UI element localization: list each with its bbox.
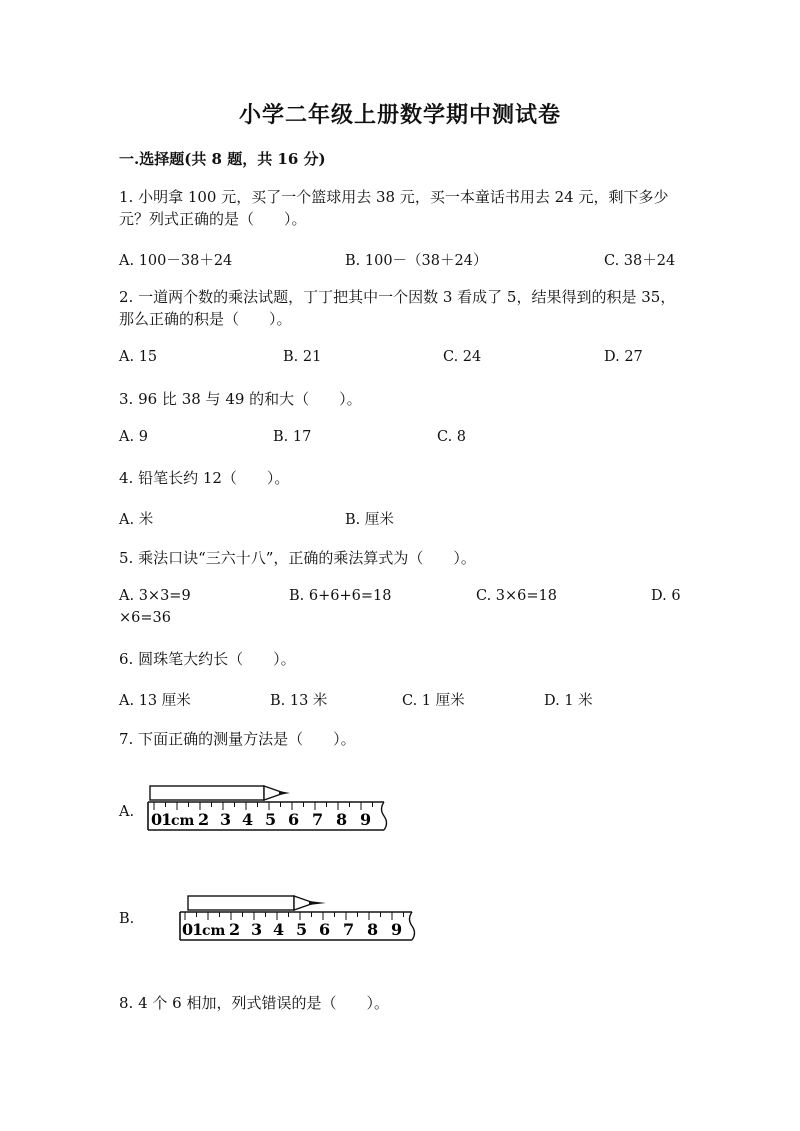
ruler-b-label: 6: [319, 920, 331, 939]
q2-option-d: D. 27: [604, 349, 643, 365]
q1-option-a: A. 100－38＋24: [119, 253, 233, 269]
q4-option-b: B. 厘米: [345, 512, 394, 528]
question-2: 2. 一道两个数的乘法试题，丁丁把其中一个因数 3 看成了 5，结果得到的积是 35，那么正确的积是（ ）。: [119, 288, 676, 328]
question-5: 5. 乘法口诀“三六十八”，正确的乘法算式为（ ）。: [119, 549, 476, 567]
ruler-a-label: 2: [198, 810, 210, 829]
ruler-a-label: 8: [336, 810, 348, 829]
q1-option-b: B. 100－（38＋24）: [345, 253, 488, 269]
ruler-a-label: 1: [161, 810, 173, 829]
section-heading: 一.选择题(共 8 题，共 16 分): [119, 150, 326, 168]
ruler-figure-a: [140, 780, 400, 835]
ruler-b-label: 5: [296, 920, 308, 939]
q1-option-c: C. 38＋24: [604, 253, 676, 269]
ruler-b-label: 0: [182, 920, 194, 939]
question-1: 1. 小明拿 100 元，买了一个篮球用去 38 元，买一本童话书用去 24 元，剩下多少元？列式正确的是（ ）。: [119, 188, 669, 228]
q5-option-d-wrap: ×6=36: [119, 610, 171, 626]
ruler-b-label: 1: [192, 920, 204, 939]
q3-option-b: B. 17: [273, 429, 312, 445]
q2-option-c: C. 24: [443, 349, 482, 365]
ruler-b-label: 9: [391, 920, 403, 939]
q7-option-b-label: B.: [119, 911, 135, 927]
ruler-a-label: 6: [288, 810, 300, 829]
q6-option-b: B. 13 米: [270, 693, 328, 709]
ruler-b-label: 7: [343, 920, 355, 939]
q3-option-a: A. 9: [119, 429, 148, 445]
pencil-b: [188, 896, 326, 910]
ruler-b-label: cm: [202, 923, 226, 939]
q6-option-a: A. 13 厘米: [119, 693, 191, 709]
question-7: 7. 下面正确的测量方法是（ ）。: [119, 730, 356, 748]
question-6: 6. 圆珠笔大约长（ ）。: [119, 650, 296, 668]
ruler-b-label: 3: [251, 920, 263, 939]
q5-option-d: D. 6: [651, 588, 681, 604]
q5-option-c: C. 3×6=18: [476, 588, 557, 604]
pencil-a: [150, 786, 290, 800]
q6-option-d: D. 1 米: [544, 693, 593, 709]
ruler-a-label: 5: [265, 810, 277, 829]
ruler-a-label: cm: [171, 813, 195, 829]
q7-option-a-label: A.: [119, 804, 135, 820]
question-4: 4. 铅笔长约 12（ ）。: [119, 469, 290, 487]
ruler-a-label: 7: [312, 810, 324, 829]
ruler-a-label: 9: [360, 810, 372, 829]
q4-option-a: A. 米: [119, 512, 154, 528]
ruler-b-label: 8: [367, 920, 379, 939]
ruler-a-label: 0: [151, 810, 163, 829]
ruler-figure-b: [176, 890, 436, 945]
question-8: 8. 4 个 6 相加，列式错误的是（ ）。: [119, 994, 389, 1012]
question-3: 3. 96 比 38 与 49 的和大（ ）。: [119, 390, 362, 408]
ruler-b-label: 2: [229, 920, 241, 939]
page-title: 小学二年级上册数学期中测试卷: [238, 102, 561, 128]
ruler-b-label: 4: [273, 920, 285, 939]
q3-option-c: C. 8: [437, 429, 467, 445]
q2-option-b: B. 21: [283, 349, 322, 365]
q6-option-c: C. 1 厘米: [402, 693, 465, 709]
ruler-a-label: 4: [242, 810, 254, 829]
q5-option-b: B. 6+6+6=18: [289, 588, 392, 604]
q5-option-a: A. 3×3=9: [119, 588, 191, 604]
ruler-a-label: 3: [220, 810, 232, 829]
q2-option-a: A. 15: [119, 349, 158, 365]
